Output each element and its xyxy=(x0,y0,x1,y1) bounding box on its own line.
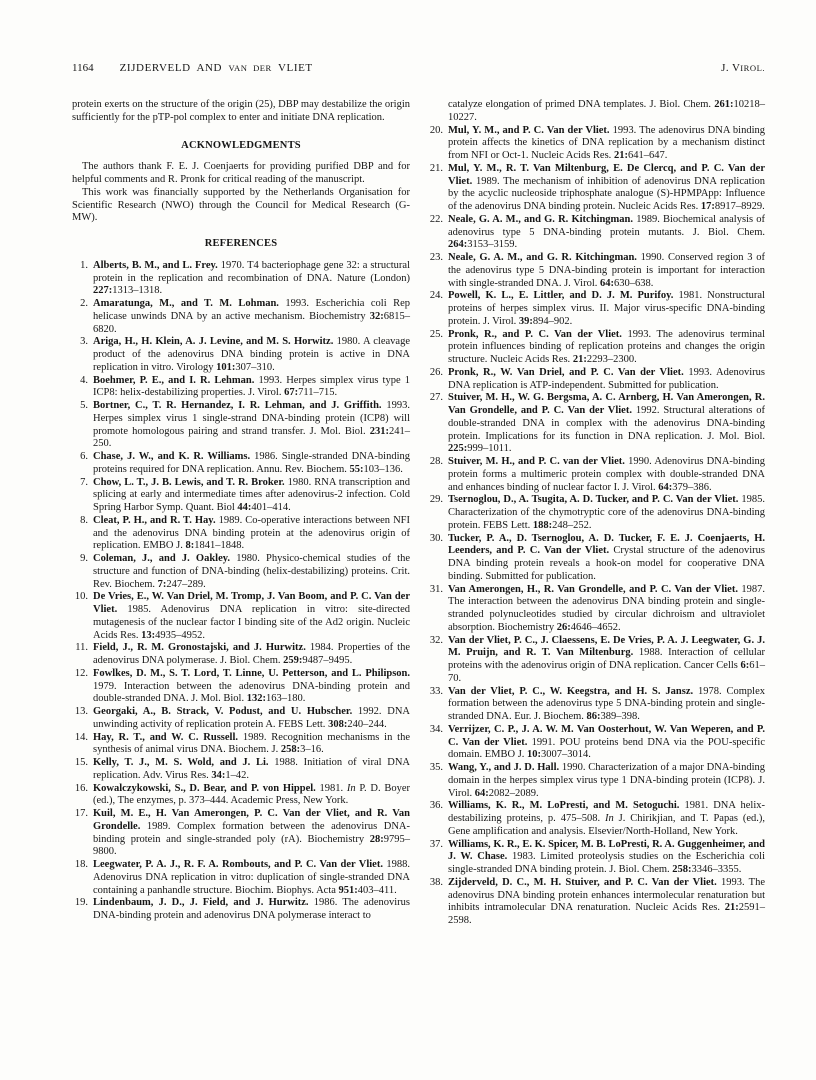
reference-entry xyxy=(72,477,410,515)
reference-entry xyxy=(72,783,410,809)
reference-number: 36. xyxy=(429,800,443,812)
page-header xyxy=(72,62,765,75)
reference-text: Field, J., R. M. Gronostajski, and J. Hurwitz. 1984. Properties of the adenovirus DNA polymerase. J. Biol. Chem. 259:9487–9495. xyxy=(93,642,410,666)
reference-text: Stuiver, M. H., and P. C. van der Vliet. 1990. Adenovirus DNA-binding protein forms a multimeric protein complex with double-stranded DNA and enhances binding of nuclear factor I. J. Virol. 64:379–386. xyxy=(448,456,765,493)
reference-entry xyxy=(427,584,765,635)
acknowledgments-paragraph: The authors thank F. E. J. Coenjaerts for providing purified DBP and for helpful comments and R. Pronk for critical reading of the manuscript. xyxy=(72,161,410,185)
reference-text: Bortner, C., T. R. Hernandez, I. R. Lehman, and J. Griffith. 1993. Herpes simplex virus 1 single-strand DNA-binding protein (ICP8) will promote homologous pairing and strand transfer. J. Mol. Biol. 231:241–250. xyxy=(93,400,410,450)
reference-text: Hay, R. T., and W. C. Russell. 1989. Recognition mechanisms in the synthesis of animal virus DNA. Biochem. J. 258:3–16. xyxy=(93,731,410,756)
reference-text: Van Amerongen, H., R. Van Grondelle, and P. C. Van der Vliet. 1987. The interaction between the adenovirus DNA binding protein and single-stranded polynucleotides studied by circular dichroism and ultraviolet absorption. Biochemistry 26:4646–4652. xyxy=(448,583,766,633)
reference-entry xyxy=(427,839,765,877)
reference-text: Zijderveld, D. C., M. H. Stuiver, and P. C. Van der Vliet. 1993. The adenovirus DNA binding protein enhances intermolecular renaturation but inhibits intramolecular DNA renaturation. Nucleic Acids Res. 21:2591–2598. xyxy=(448,876,765,926)
reference-entry xyxy=(72,515,410,553)
reference-text: Fowlkes, D. M., S. T. Lord, T. Linne, U. Petterson, and L. Philipson. 1979. Interaction between the adenovirus DNA-binding protein and double-stranded DNA. J. Mol. Biol. 132:163–180. xyxy=(93,667,410,705)
reference-entry xyxy=(72,897,410,923)
reference-number: 28. xyxy=(429,456,443,467)
reference-text: Cleat, P. H., and R. T. Hay. 1989. Co-operative interactions between NFI and the adenovirus DNA binding protein at the adenovirus origin of replication. EMBO J. 8:1841–1848. xyxy=(93,514,410,552)
reference-number: 30. xyxy=(429,532,443,544)
reference-text: Pronk, R., W. Van Driel, and P. C. Van der Vliet. 1993. Adenovirus DNA replication is ATP-independent. Submitted for publication. xyxy=(448,366,765,391)
reference-number: 23. xyxy=(429,252,443,263)
reference-text: Lindenbaum, J. D., J. Field, and J. Hurwitz. 1986. The adenovirus DNA-binding protein and adenovirus DNA polymerase interact to xyxy=(93,897,410,921)
right-column xyxy=(427,99,765,928)
reference-entry xyxy=(427,252,765,290)
acknowledgments-paragraph: This work was financially supported by the Netherlands Organisation for Scientific Research (NWO) through the Council for Medical Research (G-MW). xyxy=(72,186,410,224)
reference-number: 22. xyxy=(429,213,443,225)
reference-entry xyxy=(427,533,765,584)
reference-number: 17. xyxy=(74,808,88,819)
reference-number: 5. xyxy=(80,400,88,411)
reference-entry xyxy=(427,494,765,532)
reference-number: 7. xyxy=(80,476,88,488)
two-column-body xyxy=(72,99,765,928)
reference-entry xyxy=(427,724,765,762)
running-title-small-caps: VAN DER xyxy=(228,63,272,73)
reference-number: 6. xyxy=(80,451,88,462)
reference-entry xyxy=(72,400,410,451)
reference-number: 2. xyxy=(80,298,88,309)
reference-text: Mul, Y. M., R. T. Van Miltenburg, E. De Clercq, and P. C. Van der Vliet. 1989. The mechanism of inhibition of adenovirus DNA replication by the acyclic nucleoside triphosphate analogue (S)-HPMPApp: Influence of the adenovirus DNA binding protein. Nucleic Acids Res. 17:8917–8929. xyxy=(448,162,765,212)
reference-entry xyxy=(427,214,765,252)
page-header-left xyxy=(72,62,313,75)
reference-entry xyxy=(427,367,765,393)
reference-entry xyxy=(427,329,765,367)
reference-number: 35. xyxy=(429,762,443,773)
reference-text: Neale, G. A. M., and G. R. Kitchingman. 1989. Biochemical analysis of adenovirus type 5 DNA-binding protein mutants. J. Biol. Chem. 264:3153–3159. xyxy=(448,213,765,251)
reference-entry xyxy=(72,336,410,374)
reference-entry xyxy=(72,451,410,477)
reference-text: Coleman, J., and J. Oakley. 1980. Physico-chemical studies of the structure and function of DNA-binding (helix-destabilizing) proteins. Crit. Rev. Biochem. 7:247–289. xyxy=(93,553,411,590)
reference-number: 4. xyxy=(80,374,88,386)
reference-text: Williams, K. R., M. LoPresti, and M. Setoguchi. 1981. DNA helix-destabilizing proteins, p. 475–508. In J. Chirikjian, and T. Papas (ed.), Gene amplification and analysis. Elsevier/North-Holland, New York. xyxy=(448,800,766,837)
running-title-part2: VLIET xyxy=(277,62,313,74)
reference-text: Mul, Y. M., and P. C. Van der Vliet. 1993. The adenovirus DNA binding protein affects the kinetics of DNA replication by a mechanism distinct from NFI or Oct-1. Nucleic Acids Res. 21:641–647. xyxy=(448,124,765,161)
reference-text: Amaratunga, M., and T. M. Lohman. 1993. Escherichia coli Rep helicase unwinds DNA by an active mechanism. Biochemistry 32:6815–6820. xyxy=(93,298,410,335)
reference-entry xyxy=(72,298,410,336)
reference-entry xyxy=(72,591,410,642)
reference-entry xyxy=(427,800,765,838)
reference-text: Georgaki, A., B. Strack, V. Podust, and U. Hubscher. 1992. DNA unwinding activity of replication protein A. FEBS Lett. 308:240–244. xyxy=(93,706,411,730)
reference-text: Ariga, H., H. Klein, A. J. Levine, and M. S. Horwitz. 1980. A cleavage product of the adenovirus DNA binding protein is active in DNA replication in vitro. Virology 101:307–310. xyxy=(93,336,410,373)
journal-name xyxy=(721,62,765,75)
reference-text: Boehmer, P. E., and I. R. Lehman. 1993. Herpes simplex virus type 1 ICP8: helix-destabilizing properties. J. Virol. 67:711–715. xyxy=(93,374,410,399)
reference-entry xyxy=(72,859,410,897)
reference-text: Alberts, B. M., and L. Frey. 1970. T4 bacteriophage gene 32: a structural protein in the replication and recombination of DNA. Nature (London) 227:1313–1318. xyxy=(93,259,410,297)
reference-text: Tsernoglou, D., A. Tsugita, A. D. Tucker, and P. C. Van der Vliet. 1985. Characterization of the chymotryptic core of the adenovirus DNA-binding protein. FEBS Lett. 188:248–252. xyxy=(448,494,766,531)
acknowledgments-heading: ACKNOWLEDGMENTS xyxy=(181,139,301,151)
running-title-part1: ZIJDERVELD AND xyxy=(119,62,223,74)
reference-text: Williams, K. R., E. K. Spicer, M. B. LoPresti, R. A. Guggenheimer, and J. W. Chase. 1983. Limited proteolysis studies on the Escherichia coli single-stranded DNA binding protein. J. Biol. Chem. 258:3346–3355. xyxy=(448,838,765,875)
reference-number: 37. xyxy=(429,838,443,850)
reference-number: 24. xyxy=(429,290,443,302)
reference-number: 21. xyxy=(429,162,443,174)
reference-number: 12. xyxy=(74,667,88,679)
reference-entry xyxy=(72,553,410,591)
reference-text: Wang, Y., and J. D. Hall. 1990. Characterization of a major DNA-binding domain in the herpes simplex virus type 1 DNA-binding protein (ICP8). J. Virol. 64:2082–2089. xyxy=(448,762,765,799)
reference-entry xyxy=(427,290,765,328)
reference-entry xyxy=(427,635,765,686)
reference-entry xyxy=(72,260,410,298)
reference-number: 15. xyxy=(74,757,88,768)
reference-number: 10. xyxy=(74,591,88,603)
reference-number: 29. xyxy=(429,494,443,506)
reference-number: 31. xyxy=(429,583,443,595)
reference-entry xyxy=(72,757,410,783)
reference-19-continuation: catalyze elongation of primed DNA templates. J. Biol. Chem. 261:10218–10227. xyxy=(448,99,765,123)
reference-text: Tucker, P. A., D. Tsernoglou, A. D. Tucker, F. E. J. Coenjaerts, H. Leenders, and P. C. Van der Vliet. Crystal structure of the adenovirus DNA binding protein reveals a hook-on model for cooperative DNA binding. Submitted for publication. xyxy=(448,532,766,582)
reference-text: Pronk, R., and P. C. Van der Vliet. 1993. The adenovirus terminal protein influences binding of replication proteins and changes the origin structure. Nucleic Acids Res. 21:2293–2300. xyxy=(448,328,765,365)
reference-entry xyxy=(427,163,765,214)
reference-entry xyxy=(427,686,765,724)
reference-text: De Vries, E., W. Van Driel, M. Tromp, J. Van Boom, and P. C. Van der Vliet. 1985. Adenovirus DNA replication in vitro: site-directed mutagenesis of the nuclear factor I binding site of the Ad2 origin. Nucleic Acids Res. 13:4935–4952. xyxy=(93,591,410,641)
page-number: 1164 xyxy=(72,62,94,74)
reference-text: Kuil, M. E., H. Van Amerongen, P. C. Van der Vliet, and R. Van Grondelle. 1989. Complex formation between the adenovirus DNA-binding protein and single-stranded poly (rA). Biochemistry 28:9795–9800. xyxy=(93,808,410,858)
reference-text: Chase, J. W., and K. R. Williams. 1986. Single-stranded DNA-binding proteins required for DNA replication. Annu. Rev. Biochem. 55:103–136. xyxy=(93,451,410,475)
reference-entry xyxy=(72,706,410,732)
reference-number: 34. xyxy=(429,723,443,735)
reference-entry xyxy=(427,762,765,800)
reference-text: Van der Vliet, P. C., J. Claessens, E. De Vries, P. A. J. Leegwater, G. J. M. Pruijn, and R. T. Van Miltenburg. 1988. Interaction of cellular proteins with the adenovirus origin of DNA replication. Cancer Cells 6:61–70. xyxy=(448,634,766,684)
reference-entry xyxy=(427,456,765,494)
reference-number: 16. xyxy=(74,782,88,794)
left-column xyxy=(72,99,410,928)
reference-number: 11. xyxy=(75,642,88,654)
reference-number: 33. xyxy=(429,685,443,697)
reference-number: 3. xyxy=(80,336,88,348)
reference-text: Van der Vliet, P. C., W. Keegstra, and H. S. Jansz. 1978. Complex formation between the adenovirus type 5 DNA-binding protein and single-stranded DNA. Eur. J. Biochem. 86:389–398. xyxy=(448,685,766,722)
reference-entry xyxy=(427,392,765,456)
references-list-left xyxy=(72,260,410,923)
reference-number: 38. xyxy=(429,876,443,888)
reference-text: Kowalczykowski, S., D. Bear, and P. von Hippel. 1981. In P. D. Boyer (ed.), The enzymes, p. 373–444. Academic Press, New York. xyxy=(93,782,410,807)
reference-entry xyxy=(427,125,765,163)
reference-number: 20. xyxy=(429,124,443,136)
reference-number: 8. xyxy=(80,514,88,526)
reference-number: 25. xyxy=(429,328,443,340)
reference-entry xyxy=(72,375,410,401)
reference-entry xyxy=(72,732,410,758)
running-title xyxy=(120,62,313,75)
references-list-right xyxy=(427,125,765,928)
reference-text: Powell, K. L., E. Littler, and D. J. M. Purifoy. 1981. Nonstructural proteins of herpes simplex virus. II. Major virus-specific DNA-binding protein. J. Virol. 39:894–902. xyxy=(448,290,765,327)
reference-entry xyxy=(72,668,410,706)
reference-text: Kelly, T. J., M. S. Wold, and J. Li. 1988. Initiation of viral DNA replication. Adv. Virus Res. 34:1–42. xyxy=(93,757,410,781)
reference-text: Chow, L. T., J. B. Lewis, and T. R. Broker. 1980. RNA transcription and splicing at early and intermediate times after adenovirus-2 infection. Cold Spring Harbor Symp. Quant. Biol 44:401–414. xyxy=(93,476,410,513)
reference-number: 13. xyxy=(74,706,88,717)
reference-text: Stuiver, M. H., W. G. Bergsma, A. C. Arnberg, H. Van Amerongen, R. Van Grondelle, and P. C. Van der Vliet. 1992. Structural alterations of double-stranded DNA in complex with the adenovirus DNA-binding protein. Implications for its function in DNA replication. J. Mol. Biol. 225:999–1011. xyxy=(448,392,765,455)
reference-number: 32. xyxy=(429,634,443,646)
journal-name-small-caps: IROL. xyxy=(740,63,765,73)
reference-text: Neale, G. A. M., and G. R. Kitchingman. 1990. Conserved region 3 of the adenovirus type 5 DNA-binding protein is important for interaction with single-stranded DNA. J. Virol. 64:630–638. xyxy=(448,252,765,289)
references-heading: REFERENCES xyxy=(204,238,278,249)
reference-number: 14. xyxy=(74,731,88,743)
intro-paragraph: protein exerts on the structure of the origin (25), DBP may destabilize the origin sufficiently for the pTP-pol complex to enter and initiate DNA replication. xyxy=(72,99,410,123)
reference-number: 9. xyxy=(80,553,88,564)
reference-number: 18. xyxy=(74,859,88,870)
reference-text: Verrijzer, C. P., J. A. W. M. Van Oosterhout, W. Van Weperen, and P. C. Van der Vliet. 1991. POU proteins bend DNA via the POU-specific domain. EMBO J. 10:3007–3014. xyxy=(448,723,765,761)
reference-entry xyxy=(72,642,410,668)
reference-number: 19. xyxy=(74,897,88,909)
journal-name-part1: J. V xyxy=(721,62,741,74)
reference-entry xyxy=(72,808,410,859)
reference-text: Leegwater, P. A. J., R. F. A. Rombouts, and P. C. Van der Vliet. 1988. Adenovirus DNA replication in vitro: duplication of single-stranded DNA containing a panhandle structure. Biochim. Biophys. Acta 951:403–411. xyxy=(93,859,411,896)
reference-number: 26. xyxy=(429,366,443,378)
reference-entry xyxy=(427,877,765,928)
reference-number: 1. xyxy=(80,259,88,271)
reference-number: 27. xyxy=(429,392,443,404)
